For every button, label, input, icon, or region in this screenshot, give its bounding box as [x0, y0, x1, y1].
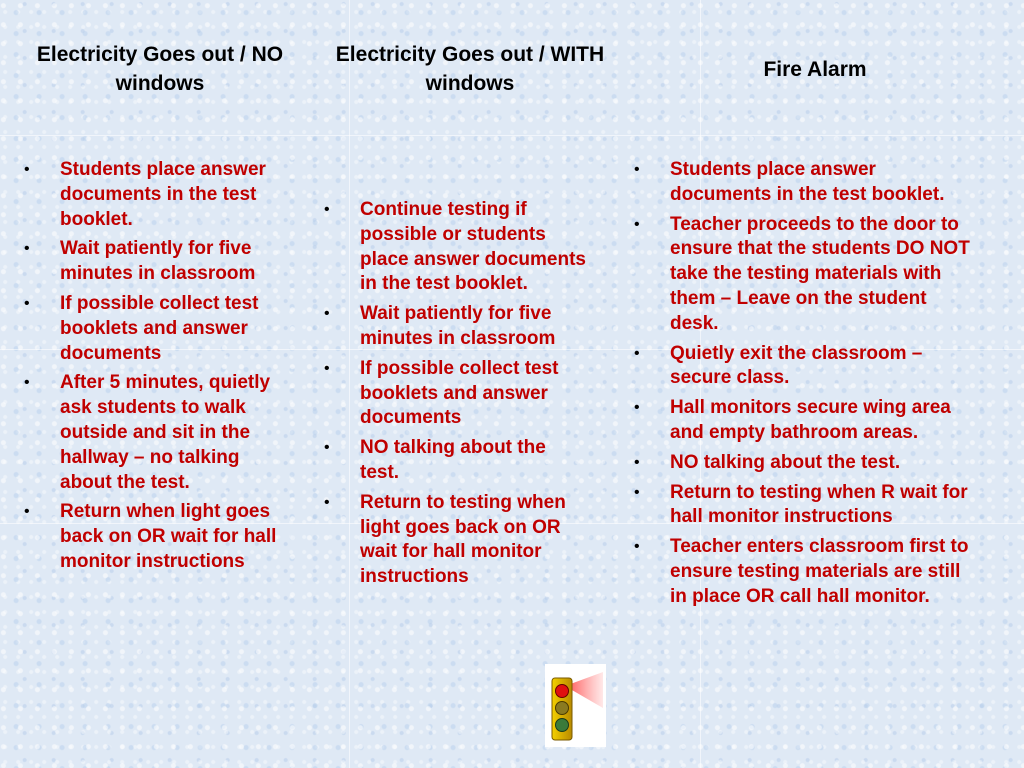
list-item: • Teacher enters classroom first to ensure testing materials are still in place OR call hall monitor. [634, 536, 969, 607]
bullet-icon: • [24, 294, 30, 312]
bullet-icon: • [634, 399, 640, 417]
bullet-icon: • [24, 503, 30, 521]
column-no-windows [20, 0, 300, 768]
column-heading: Electricity Goes out / NO windows [36, 43, 284, 95]
bullet-icon: • [634, 538, 640, 556]
bullet-icon: • [324, 305, 330, 323]
list-item: • Return when light goes back on OR wait for hall monitor instructions [24, 501, 277, 572]
procedure-list [20, 158, 290, 580]
list-item: • After 5 minutes, quietly ask students to walk outside and sit in the hallway – no talking about the test. [24, 372, 271, 493]
procedure-list [320, 198, 590, 595]
bullet-icon: • [324, 201, 330, 218]
list-item: • Students place answer documents in the test booklet. [634, 159, 945, 205]
list-item: • If possible collect test booklets and answer documents [24, 292, 259, 364]
column-heading: Fire Alarm [763, 58, 867, 81]
column-fire-alarm [630, 0, 1000, 768]
bullet-icon: • [24, 240, 30, 258]
bullet-icon: • [324, 359, 330, 377]
list-item: • If possible collect test booklets and answer documents [324, 357, 559, 429]
bullet-icon: • [324, 493, 330, 511]
bullet-icon: • [634, 161, 640, 178]
list-item: • Quietly exit the classroom – secure class. [634, 342, 923, 389]
list-item: • Hall monitors secure wing area and empty bathroom areas. [634, 397, 951, 443]
bullet-icon: • [634, 344, 640, 362]
list-item: • Wait patiently for five minutes in classroom [324, 303, 556, 349]
list-item: • Return to testing when R wait for hall monitor instructions [634, 481, 968, 528]
bullet-icon: • [24, 374, 30, 392]
bullet-icon: • [324, 439, 330, 457]
bullet-icon: • [634, 215, 640, 233]
list-item: • NO talking about the test. [630, 451, 975, 476]
list-item: • Return to testing when light goes back on OR wait for hall monitor instructions [324, 491, 566, 588]
column-heading: Electricity Goes out / WITH windows [335, 43, 605, 95]
list-item: • Wait patiently for five minutes in classroom [24, 238, 256, 285]
list-item: • Continue testing if possible or students place answer documents in the test booklet. [324, 199, 586, 295]
list-item: • Teacher proceeds to the door to ensure that the students DO NOT take the testing materials with them – Leave on the student desk. [634, 213, 970, 334]
bullet-icon: • [634, 453, 640, 471]
bullet-icon: • [24, 161, 30, 178]
bullet-icon: • [634, 483, 640, 501]
list-item: • Students place answer documents in the test booklet. [24, 159, 266, 230]
traffic-light-icon [545, 664, 606, 747]
procedure-list [630, 158, 975, 615]
list-item: • NO talking about the test. [324, 437, 546, 483]
column-with-windows [320, 0, 620, 768]
